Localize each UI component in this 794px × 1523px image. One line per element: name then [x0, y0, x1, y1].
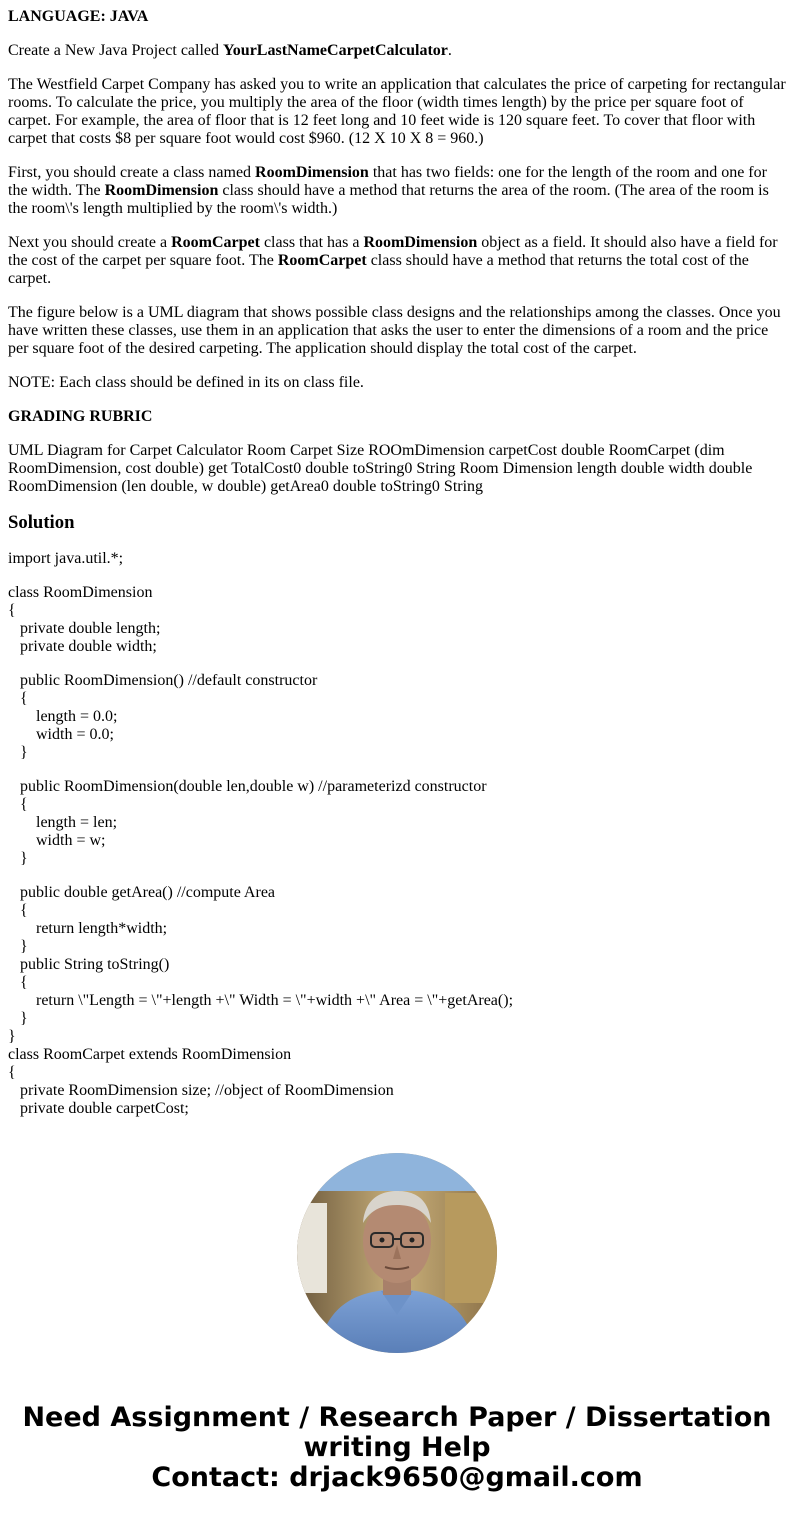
code-line: { [8, 602, 16, 619]
code-line: width = 0.0; [8, 726, 114, 743]
document-body [8, 8, 786, 1122]
code-line: private RoomDimension size; //object of RoomDimension [8, 1082, 394, 1099]
code-line: } [8, 744, 28, 761]
rubric-heading: GRADING RUBRIC [8, 408, 153, 425]
intro-paragraph: Create a New Java Project called YourLastNameCarpetCalculator. [8, 42, 452, 59]
code-line: private double carpetCost; [8, 1100, 189, 1117]
room-dimension-paragraph: First, you should create a class named RoomDimension that has two fields: one for the length of the room and one for the width. The RoomDimension class should have a method that returns the area of the room. (The area of the room is the room\'s length multiplied by the room\'s width.) [8, 164, 769, 217]
language-line: LANGUAGE: JAVA [8, 8, 149, 25]
promo-banner [0, 1403, 794, 1493]
code-line: length = 0.0; [8, 708, 118, 725]
portrait-image [297, 1153, 497, 1353]
code-line: width = w; [8, 832, 106, 849]
westfield-paragraph: The Westfield Carpet Company has asked you to write an application that calculates the price of carpeting for rectangular rooms. To calculate the price, you multiply the area of the floor (width times length) by the price per square foot of carpet. For example, the area of floor that is 12 feet long and 10 feet wide is 120 square feet. To cover that floor with carpet that costs $8 per square foot would cost $960. (12 X 10 X 8 = 960.) [8, 76, 786, 147]
project-name: YourLastNameCarpetCalculator [223, 42, 448, 59]
solution-heading: Solution [8, 512, 75, 533]
code-line: public String toString() [8, 956, 170, 973]
code-line: { [8, 1064, 16, 1081]
code-line: } [8, 1010, 28, 1027]
code-line [8, 868, 786, 884]
code-line: length = len; [8, 814, 118, 831]
promo-contact: Contact: drjack9650@gmail.com [151, 1462, 643, 1493]
code-line: } [8, 850, 28, 867]
code-line: { [8, 690, 28, 707]
code-line [8, 656, 786, 672]
code-line: public RoomDimension() //default constructor [8, 672, 318, 689]
promo-line-1: Need Assignment / Research Paper / Dissertation [22, 1402, 772, 1433]
code-line: { [8, 902, 28, 919]
code-line: } [8, 1028, 16, 1045]
code-line: { [8, 796, 28, 813]
uml-description: UML Diagram for Carpet Calculator Room Carpet Size ROOmDimension carpetCost double RoomCarpet (dim RoomDimension, cost double) get TotalCost0 double toString0 String Room Dimension length double width double RoomDimension (len double, w double) getArea0 double toString0 String [8, 442, 753, 495]
code-line: return \"Length = \"+length +\" Width = \"+width +\" Area = \"+getArea(); [8, 992, 514, 1009]
import-line: import java.util.*; [8, 550, 124, 567]
code-line: return length*width; [8, 920, 168, 937]
code-line: { [8, 974, 28, 991]
code-block [8, 584, 786, 1118]
code-line: } [8, 938, 28, 955]
code-line: public double getArea() //compute Area [8, 884, 276, 901]
promo-line-2: writing Help [303, 1432, 491, 1463]
code-line [8, 762, 786, 778]
figure-paragraph: The figure below is a UML diagram that shows possible class designs and the relationships among the classes. Once you have written these classes, use them in an application that asks the user to enter the dimensions of a room and the price per square foot of the desired carpeting. The application should display the total cost of the carpet. [8, 304, 781, 357]
code-line: class RoomDimension [8, 584, 153, 601]
note-paragraph: NOTE: Each class should be defined in its on class file. [8, 374, 364, 391]
author-photo [297, 1153, 497, 1353]
code-line: private double length; [8, 620, 161, 637]
code-line: class RoomCarpet extends RoomDimension [8, 1046, 292, 1063]
code-line: public RoomDimension(double len,double w) //parameterizd constructor [8, 778, 487, 795]
room-carpet-paragraph: Next you should create a RoomCarpet class that has a RoomDimension object as a field. It should also have a field for the cost of the carpet per square foot. The RoomCarpet class should have a method that returns the total cost of the carpet. [8, 234, 778, 287]
code-line: private double width; [8, 638, 157, 655]
